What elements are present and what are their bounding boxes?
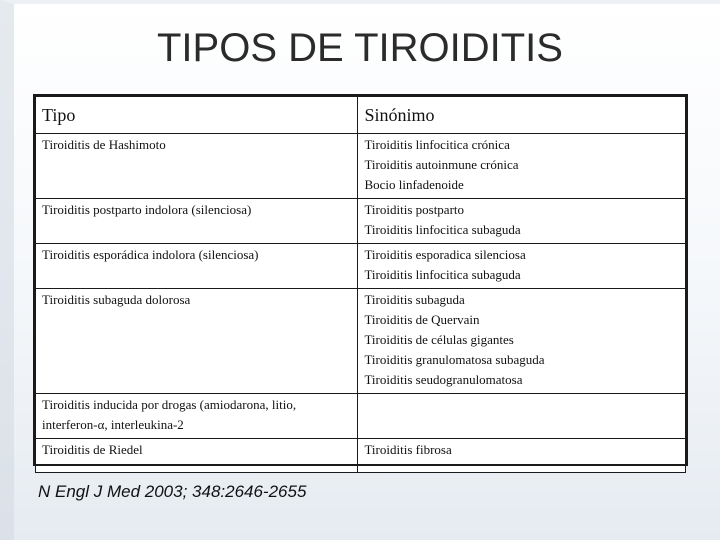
table-row (36, 289, 686, 394)
tipo-cell: Tiroiditis postparto indolora (silenciosa) (36, 199, 358, 244)
table-row (36, 439, 686, 473)
sinonimo-cell (358, 134, 686, 199)
sinonimo-line: Tiroiditis linfocitica subaguda (364, 222, 521, 237)
tipo-cell: Tiroiditis subaguda dolorosa (36, 289, 358, 394)
sinonimo-line: Tiroiditis postparto (364, 202, 465, 217)
citation: N Engl J Med 2003; 348:2646-2655 (38, 482, 307, 501)
table-row (36, 394, 686, 439)
sinonimo-cell (358, 394, 686, 439)
sinonimo-line: Tiroiditis subaguda (364, 292, 465, 307)
table-header-row (36, 97, 686, 134)
thyroiditis-types-table (35, 96, 686, 473)
tipo-cell: Tiroiditis de Hashimoto (36, 134, 358, 199)
sinonimo-cell (358, 244, 686, 289)
sinonimo-line: Tiroiditis autoinmune crónica (364, 157, 519, 172)
sinonimo-line: Tiroiditis linfocitica subaguda (364, 267, 521, 282)
sinonimo-line: Tiroiditis esporadica silenciosa (364, 247, 526, 262)
sinonimo-cell (358, 289, 686, 394)
sinonimo-line: Tiroiditis de Quervain (364, 312, 480, 327)
table-row (36, 134, 686, 199)
tipo-cell: Tiroiditis de Riedel (36, 439, 358, 473)
sinonimo-line: Tiroiditis linfocitica crónica (364, 137, 510, 152)
sinonimo-line: Tiroiditis granulomatosa subaguda (364, 352, 545, 367)
sinonimo-cell (358, 199, 686, 244)
tipo-cell: Tiroiditis esporádica indolora (silenciosa) (36, 244, 358, 289)
header-sinonimo: Sinónimo (358, 97, 686, 134)
header-tipo: Tipo (36, 97, 358, 134)
tipo-cell: Tiroiditis inducida por drogas (amiodarona, litio, interferon-α, interleukina-2 (36, 394, 358, 439)
sinonimo-line: Tiroiditis de células gigantes (364, 332, 514, 347)
sinonimo-line: Bocio linfadenoide (364, 177, 464, 192)
sinonimo-line: Tiroiditis fibrosa (364, 442, 452, 457)
table-row (36, 244, 686, 289)
sinonimo-cell (358, 439, 686, 473)
sinonimo-line: Tiroiditis seudogranulomatosa (364, 372, 523, 387)
slide-title: TIPOS DE TIROIDITIS (157, 26, 563, 70)
table-row (36, 199, 686, 244)
